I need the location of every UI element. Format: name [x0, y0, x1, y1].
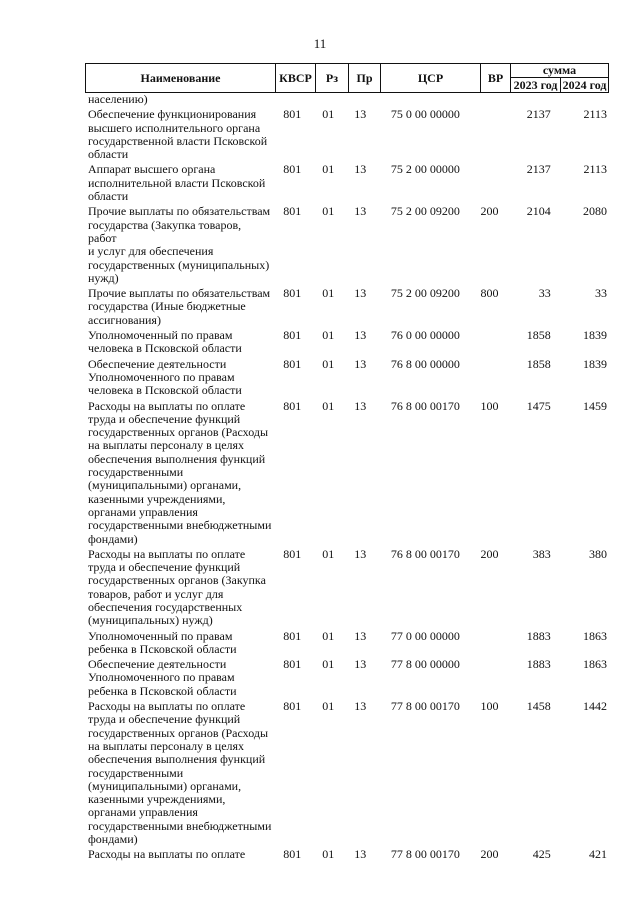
csr-cell: 76 8 00 00000 [390, 356, 460, 371]
vr-cell: 100 [480, 398, 499, 413]
name-cell [85, 658, 272, 698]
name-line: труда и обеспечение функций [88, 560, 241, 575]
sum-2023-cell [504, 93, 556, 106]
name-line: органами управления [88, 504, 198, 519]
name-line: Уполномоченный по правам [88, 628, 233, 643]
name-line: государства (Иные бюджетные [88, 299, 246, 314]
table-row [85, 287, 609, 327]
name-line: государственными внебюджетными [88, 818, 272, 833]
name-line: обеспечения выполнения функций [88, 752, 266, 767]
table-row [85, 358, 609, 398]
name-line: труда и обеспечение функций [88, 411, 241, 426]
table-row [85, 400, 609, 546]
name-line: Расходы на выплаты по оплате [88, 398, 246, 413]
header-csr: ЦСР [381, 64, 481, 92]
header-rz: Рз [316, 64, 349, 92]
header-year-2023: 2023 год [511, 78, 561, 92]
vr-cell [475, 163, 505, 203]
table-row [85, 848, 609, 861]
kvsr-cell: 801 [283, 162, 302, 177]
vr-cell [475, 358, 505, 398]
name-cell [85, 700, 272, 846]
name-line: исполнительной власти Псковской [88, 175, 266, 190]
pr-cell: 13 [354, 107, 367, 122]
table-row [85, 329, 609, 356]
pr-cell: 13 [354, 699, 367, 714]
name-line: на выплаты персоналу в целях [88, 738, 245, 753]
sum-2023-cell: 1858 [526, 356, 551, 371]
header-vr: ВР [481, 64, 511, 92]
name-line: государственных органов (Закупка [88, 573, 266, 588]
name-line: Обеспечение деятельности [88, 356, 227, 371]
name-line: государственной власти Псковской [88, 133, 268, 148]
vr-cell: 800 [480, 286, 499, 301]
kvsr-cell: 801 [283, 328, 302, 343]
pr-cell: 13 [354, 162, 367, 177]
rz-cell: 01 [322, 286, 335, 301]
name-cell [85, 848, 272, 861]
csr-cell: 77 8 00 00000 [390, 657, 460, 672]
csr-cell: 77 0 00 00000 [390, 628, 460, 643]
vr-cell [475, 329, 505, 356]
name-line: Аппарат высшего органа [88, 162, 216, 177]
header-name: Наименование [86, 64, 276, 92]
name-line: государственными [88, 465, 184, 480]
name-line: Прочие выплаты по обязательствам [88, 204, 271, 219]
sum-2023-cell: 2137 [526, 162, 551, 177]
name-line: государственных органов (Расходы [88, 725, 269, 740]
name-line: населению) [88, 92, 148, 106]
pr-cell: 13 [354, 657, 367, 672]
csr-cell: 75 2 00 00000 [390, 162, 460, 177]
rz-cell: 01 [322, 628, 335, 643]
name-line: государственных (муниципальных) [88, 257, 270, 272]
name-cell [85, 163, 272, 203]
rz-cell: 01 [322, 356, 335, 371]
pr-cell: 13 [354, 628, 367, 643]
name-line: государственными внебюджетными [88, 518, 272, 533]
table-header [85, 63, 609, 93]
sum-2024-cell: 1442 [583, 699, 608, 714]
sum-2023-cell: 2137 [526, 107, 551, 122]
sum-2023-cell: 1475 [526, 398, 551, 413]
table-row [85, 93, 609, 106]
table-row [85, 700, 609, 846]
name-line: человека в Псковской области [88, 341, 242, 356]
name-line: Расходы на выплаты по оплате [88, 699, 246, 714]
table-row [85, 658, 609, 698]
sum-2024-cell: 2113 [583, 162, 608, 177]
pr-cell [345, 93, 377, 106]
name-line: ребенка в Псковской области [88, 683, 237, 698]
name-line: нужд) [88, 270, 119, 285]
sum-2023-cell: 1458 [526, 699, 551, 714]
name-cell [85, 358, 272, 398]
rz-cell [312, 93, 345, 106]
sum-2023-cell: 33 [538, 286, 551, 301]
csr-cell: 76 8 00 00170 [390, 398, 460, 413]
name-line: Уполномоченный по правам [88, 328, 233, 343]
sum-2024-cell: 2080 [583, 204, 608, 219]
csr-cell: 75 2 00 09200 [390, 286, 460, 301]
vr-cell [475, 93, 505, 106]
name-line: Обеспечение деятельности [88, 657, 227, 672]
rz-cell: 01 [322, 328, 335, 343]
name-line: государства (Закупка товаров, работ [88, 217, 242, 245]
kvsr-cell: 801 [283, 356, 302, 371]
sum-2024-cell: 421 [589, 847, 608, 862]
pr-cell: 13 [354, 328, 367, 343]
name-line: фондами) [88, 531, 138, 546]
vr-cell: 200 [480, 546, 499, 561]
sum-2024-cell: 1839 [583, 328, 608, 343]
name-cell [85, 205, 272, 285]
kvsr-cell [272, 93, 311, 106]
table-row [85, 163, 609, 203]
name-line: высшего исполнительного органа [88, 120, 261, 135]
table-row [85, 205, 609, 285]
csr-cell: 76 8 00 00170 [390, 546, 460, 561]
name-cell [85, 287, 272, 327]
sum-2024-cell: 1863 [583, 657, 608, 672]
name-line: ассигнования) [88, 312, 161, 327]
header-pr: Пр [349, 64, 381, 92]
table-row [85, 630, 609, 657]
name-line: Расходы на выплаты по оплате [88, 847, 246, 862]
vr-cell [475, 108, 505, 161]
header-sum: сумма [511, 64, 608, 78]
kvsr-cell: 801 [283, 657, 302, 672]
kvsr-cell: 801 [283, 699, 302, 714]
name-line: ребенка в Псковской области [88, 641, 237, 656]
kvsr-cell: 801 [283, 286, 302, 301]
csr-cell: 75 2 00 09200 [390, 204, 460, 219]
kvsr-cell: 801 [283, 204, 302, 219]
rz-cell: 01 [322, 546, 335, 561]
table-row [85, 548, 609, 628]
table-row [85, 108, 609, 161]
sum-2024-cell: 1839 [583, 356, 608, 371]
name-line: Обеспечение функционирования [88, 107, 257, 122]
sum-2023-cell: 1858 [526, 328, 551, 343]
pr-cell: 13 [354, 398, 367, 413]
name-line: (муниципальных) нужд) [88, 613, 213, 628]
name-line: товаров, работ и услуг для [88, 586, 224, 601]
table-body [85, 93, 609, 864]
sum-2023-cell: 425 [532, 847, 551, 862]
budget-table [85, 63, 609, 864]
name-line: Уполномоченного по правам [88, 369, 235, 384]
vr-cell: 200 [480, 847, 499, 862]
name-line: казенными учреждениями, [88, 792, 226, 807]
name-line: Прочие выплаты по обязательствам [88, 286, 271, 301]
kvsr-cell: 801 [283, 107, 302, 122]
name-line: (муниципальными) органами, [88, 778, 242, 793]
csr-cell: 76 0 00 00000 [390, 328, 460, 343]
sum-2023-cell: 2104 [526, 204, 551, 219]
kvsr-cell: 801 [283, 546, 302, 561]
name-cell [85, 329, 272, 356]
name-line: обеспечения выполнения функций [88, 451, 266, 466]
vr-cell [475, 658, 505, 698]
csr-cell [376, 93, 475, 106]
name-line: органами управления [88, 805, 198, 820]
name-line: обеспечения государственных [88, 599, 243, 614]
name-cell [85, 400, 272, 546]
name-line: Расходы на выплаты по оплате [88, 546, 246, 561]
name-line: и услуг для обеспечения [88, 244, 214, 259]
sum-2023-cell: 383 [532, 546, 551, 561]
pr-cell: 13 [354, 546, 367, 561]
name-line: государственными [88, 765, 184, 780]
kvsr-cell: 801 [283, 398, 302, 413]
pr-cell: 13 [354, 356, 367, 371]
csr-cell: 75 0 00 00000 [390, 107, 460, 122]
rz-cell: 01 [322, 107, 335, 122]
sum-2024-cell: 33 [595, 286, 608, 301]
vr-cell: 100 [480, 699, 499, 714]
sum-2024-cell: 380 [589, 546, 608, 561]
name-line: человека в Псковской области [88, 383, 242, 398]
sum-2024-cell: 2113 [583, 107, 608, 122]
rz-cell: 01 [322, 847, 335, 862]
rz-cell: 01 [322, 398, 335, 413]
sum-2023-cell: 1883 [526, 628, 551, 643]
kvsr-cell: 801 [283, 847, 302, 862]
name-cell [85, 93, 272, 106]
sum-2023-cell: 1883 [526, 657, 551, 672]
rz-cell: 01 [322, 204, 335, 219]
csr-cell: 77 8 00 00170 [390, 847, 460, 862]
name-cell [85, 630, 272, 657]
rz-cell: 01 [322, 162, 335, 177]
pr-cell: 13 [354, 847, 367, 862]
name-line: на выплаты персоналу в целях [88, 438, 245, 453]
vr-cell [475, 630, 505, 657]
page-number: 11 [313, 36, 327, 51]
name-line: области [88, 147, 129, 162]
name-cell [85, 548, 272, 628]
name-line: казенными учреждениями, [88, 491, 226, 506]
pr-cell: 13 [354, 204, 367, 219]
name-line: труда и обеспечение функций [88, 712, 241, 727]
header-year-2024: 2024 год [562, 77, 607, 92]
csr-cell: 77 8 00 00170 [390, 699, 460, 714]
name-line: государственных органов (Расходы [88, 425, 269, 440]
pr-cell: 13 [354, 286, 367, 301]
name-cell [85, 108, 272, 161]
rz-cell: 01 [322, 699, 335, 714]
vr-cell: 200 [480, 204, 499, 219]
sum-2024-cell [557, 93, 609, 106]
rz-cell: 01 [322, 657, 335, 672]
name-line: Уполномоченного по правам [88, 670, 235, 685]
kvsr-cell: 801 [283, 628, 302, 643]
sum-2024-cell: 1863 [583, 628, 608, 643]
sum-2024-cell: 1459 [583, 398, 608, 413]
name-line: области [88, 189, 129, 204]
name-line: (муниципальными) органами, [88, 478, 242, 493]
name-line: фондами) [88, 832, 138, 847]
header-kvsr: КВСР [276, 64, 316, 92]
